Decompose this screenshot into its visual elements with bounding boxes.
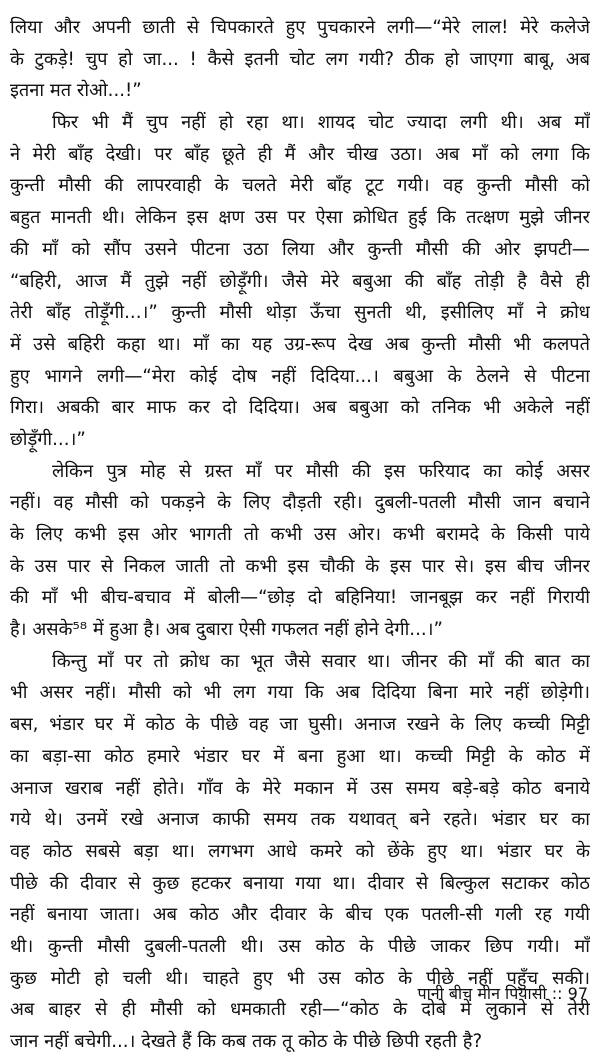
text-line: नहीं। वह मौसी को पकड़ने के लिए दौड़ती रही। दुबली-पतली मौसी जान बचाने: [10, 492, 590, 514]
text-line: लेकिन पुत्र मोह से ग्रस्त माँ पर मौसी की इस फरियाद का कोई असर: [52, 460, 590, 482]
page-footer: [418, 983, 589, 1005]
text-line: भी असर नहीं। मौसी को भी लग गया कि अब दिदिया बिना मारे नहीं छोड़ेगी।: [10, 682, 590, 704]
text-line: हुए भागने लगी—“मेरा कोई दोष नहीं दिदिया...। बबुआ के ठेलने से पीटना: [10, 365, 590, 387]
text-line: के टुकड़े! चुप हो जा... ! कैसे इतनी चोट लग गयी? ठीक हो जाएगा बाबू, अब: [10, 48, 590, 70]
text-line: है। असके⁵⁸ में हुआ है। अब दुबारा ऐसी गफलत नहीं होने देगी...।”: [10, 619, 443, 641]
text-line: तेरी बाँह तोड़ूँगी...।” कुन्ती मौसी थोड़ा ऊँचा सुनती थी, इसीलिए माँ ने क्रोध: [10, 302, 590, 324]
text-line: जान नहीं बचेगी...। देखते हैं कि कब तक तू कोठ के पीछे छिपी रहती है?: [10, 1031, 483, 1052]
text-line: अब बाहर से ही मौसी को धमकाती रही—“कोठ के दोबे में लुकाने से तेरी: [10, 999, 590, 1021]
text-line: का बड़ा-सा कोठ हमारे भंडार घर में बना हुआ था। कच्ची मिट्टी के कोठ में: [10, 745, 590, 767]
text-line: की माँ भी बीच-बचाव में बोली—“छोड़ दो बहिनिया! जानबूझ कर नहीं गिरायी: [10, 587, 590, 609]
text-line: किन्तु माँ पर तो क्रोध का भूत जैसे सवार था। जीनर की माँ की बात का: [52, 650, 590, 672]
text-line: अनाज खराब नहीं होते। गाँव के मेरे मकान में उस समय बड़े-बड़े कोठ बनाये: [10, 777, 590, 799]
text-line: में उसे बहिरी कहा था। माँ का यह उग्र-रूप देख अब कुन्ती मौसी भी कलपते: [10, 333, 590, 355]
text-line: की माँ को सौंप उसने पीटना उठा लिया और कुन्ती मौसी की ओर झपटी—: [10, 238, 590, 260]
body-text: [10, 12, 590, 1058]
text-line: गिरा। अबकी बार माफ कर दो दिदिया। अब बबुआ को तनिक भी अकेले नहीं: [10, 397, 590, 419]
running-title: पानी बीच मीन पियासी: [417, 984, 547, 1003]
text-line: लिया और अपनी छाती से चिपकारते हुए पुचकारने लगी—“मेरे लाल! मेरे कलेजे: [10, 17, 590, 38]
text-line: कुन्ती मौसी की लापरवाही के चलते मेरी बाँह टूट गयी। वह कुन्ती मौसी को: [10, 175, 590, 197]
page-number: 97: [567, 984, 588, 1003]
text-line: नहीं बनाया जाता। अब कोठ और दीवार के बीच एक पतली-सी गली रह गयी: [10, 904, 590, 926]
text-line: के लिए कभी इस ओर भागती तो कभी उस ओर। कभी बरामदे के किसी पाये: [10, 524, 590, 545]
text-line: बस, भंडार घर में कोठ के पीछे वह जा घुसी। अनाज रखने के लिए कच्ची मिट्टी: [10, 714, 590, 736]
text-line: कुछ मोटी हो चली थी। चाहते हुए भी उस कोठ के पीछे नहीं पहुँच सकी।: [10, 967, 590, 989]
text-line: वह कोठ सबसे बड़ा था। लगभग आधे कमरे को छेंके हुए था। भंडार घर के: [10, 840, 590, 862]
text-line: ने मेरी बाँह देखी। पर बाँह छूते ही मैं और चीख उठा। अब माँ को लगा कि: [10, 143, 590, 165]
text-line: छोड़ूँगी...।”: [10, 428, 86, 450]
text-line: पीछे की दीवार से कुछ हटकर बनाया गया था। दीवार से बिल्कुल सटाकर कोठ: [10, 872, 590, 894]
text-line: इतना मत रोओ...!”: [10, 80, 142, 102]
text-line: बहुत मानती थी। लेकिन इस क्षण उस पर ऐसा क्रोधित हुई कि तत्क्षण मुझे जीनर: [10, 207, 590, 229]
text-line: के उस पार से निकल जाती तो कभी इस चौकी के इस पार से। इस बीच जीनर: [10, 555, 590, 577]
text-line: “बहिरी, आज मैं तुझे नहीं छोड़ूँगी। जैसे मेरे बबुआ की बाँह तोड़ी है वैसे ही: [10, 270, 590, 292]
text-line: फिर भी मैं चुप नहीं हो रहा था। शायद चोट ज्यादा लगी थी। अब माँ: [52, 112, 590, 134]
text-line: गये थे। उनमें रखे अनाज काफी समय तक यथावत् बने रहते। भंडार घर का: [10, 809, 590, 831]
footer-separator: ::: [551, 984, 563, 1003]
text-line: थी। कुन्ती मौसी दुबली-पतली थी। उस कोठ के पीछे जाकर छिप गयी। माँ: [10, 935, 590, 957]
